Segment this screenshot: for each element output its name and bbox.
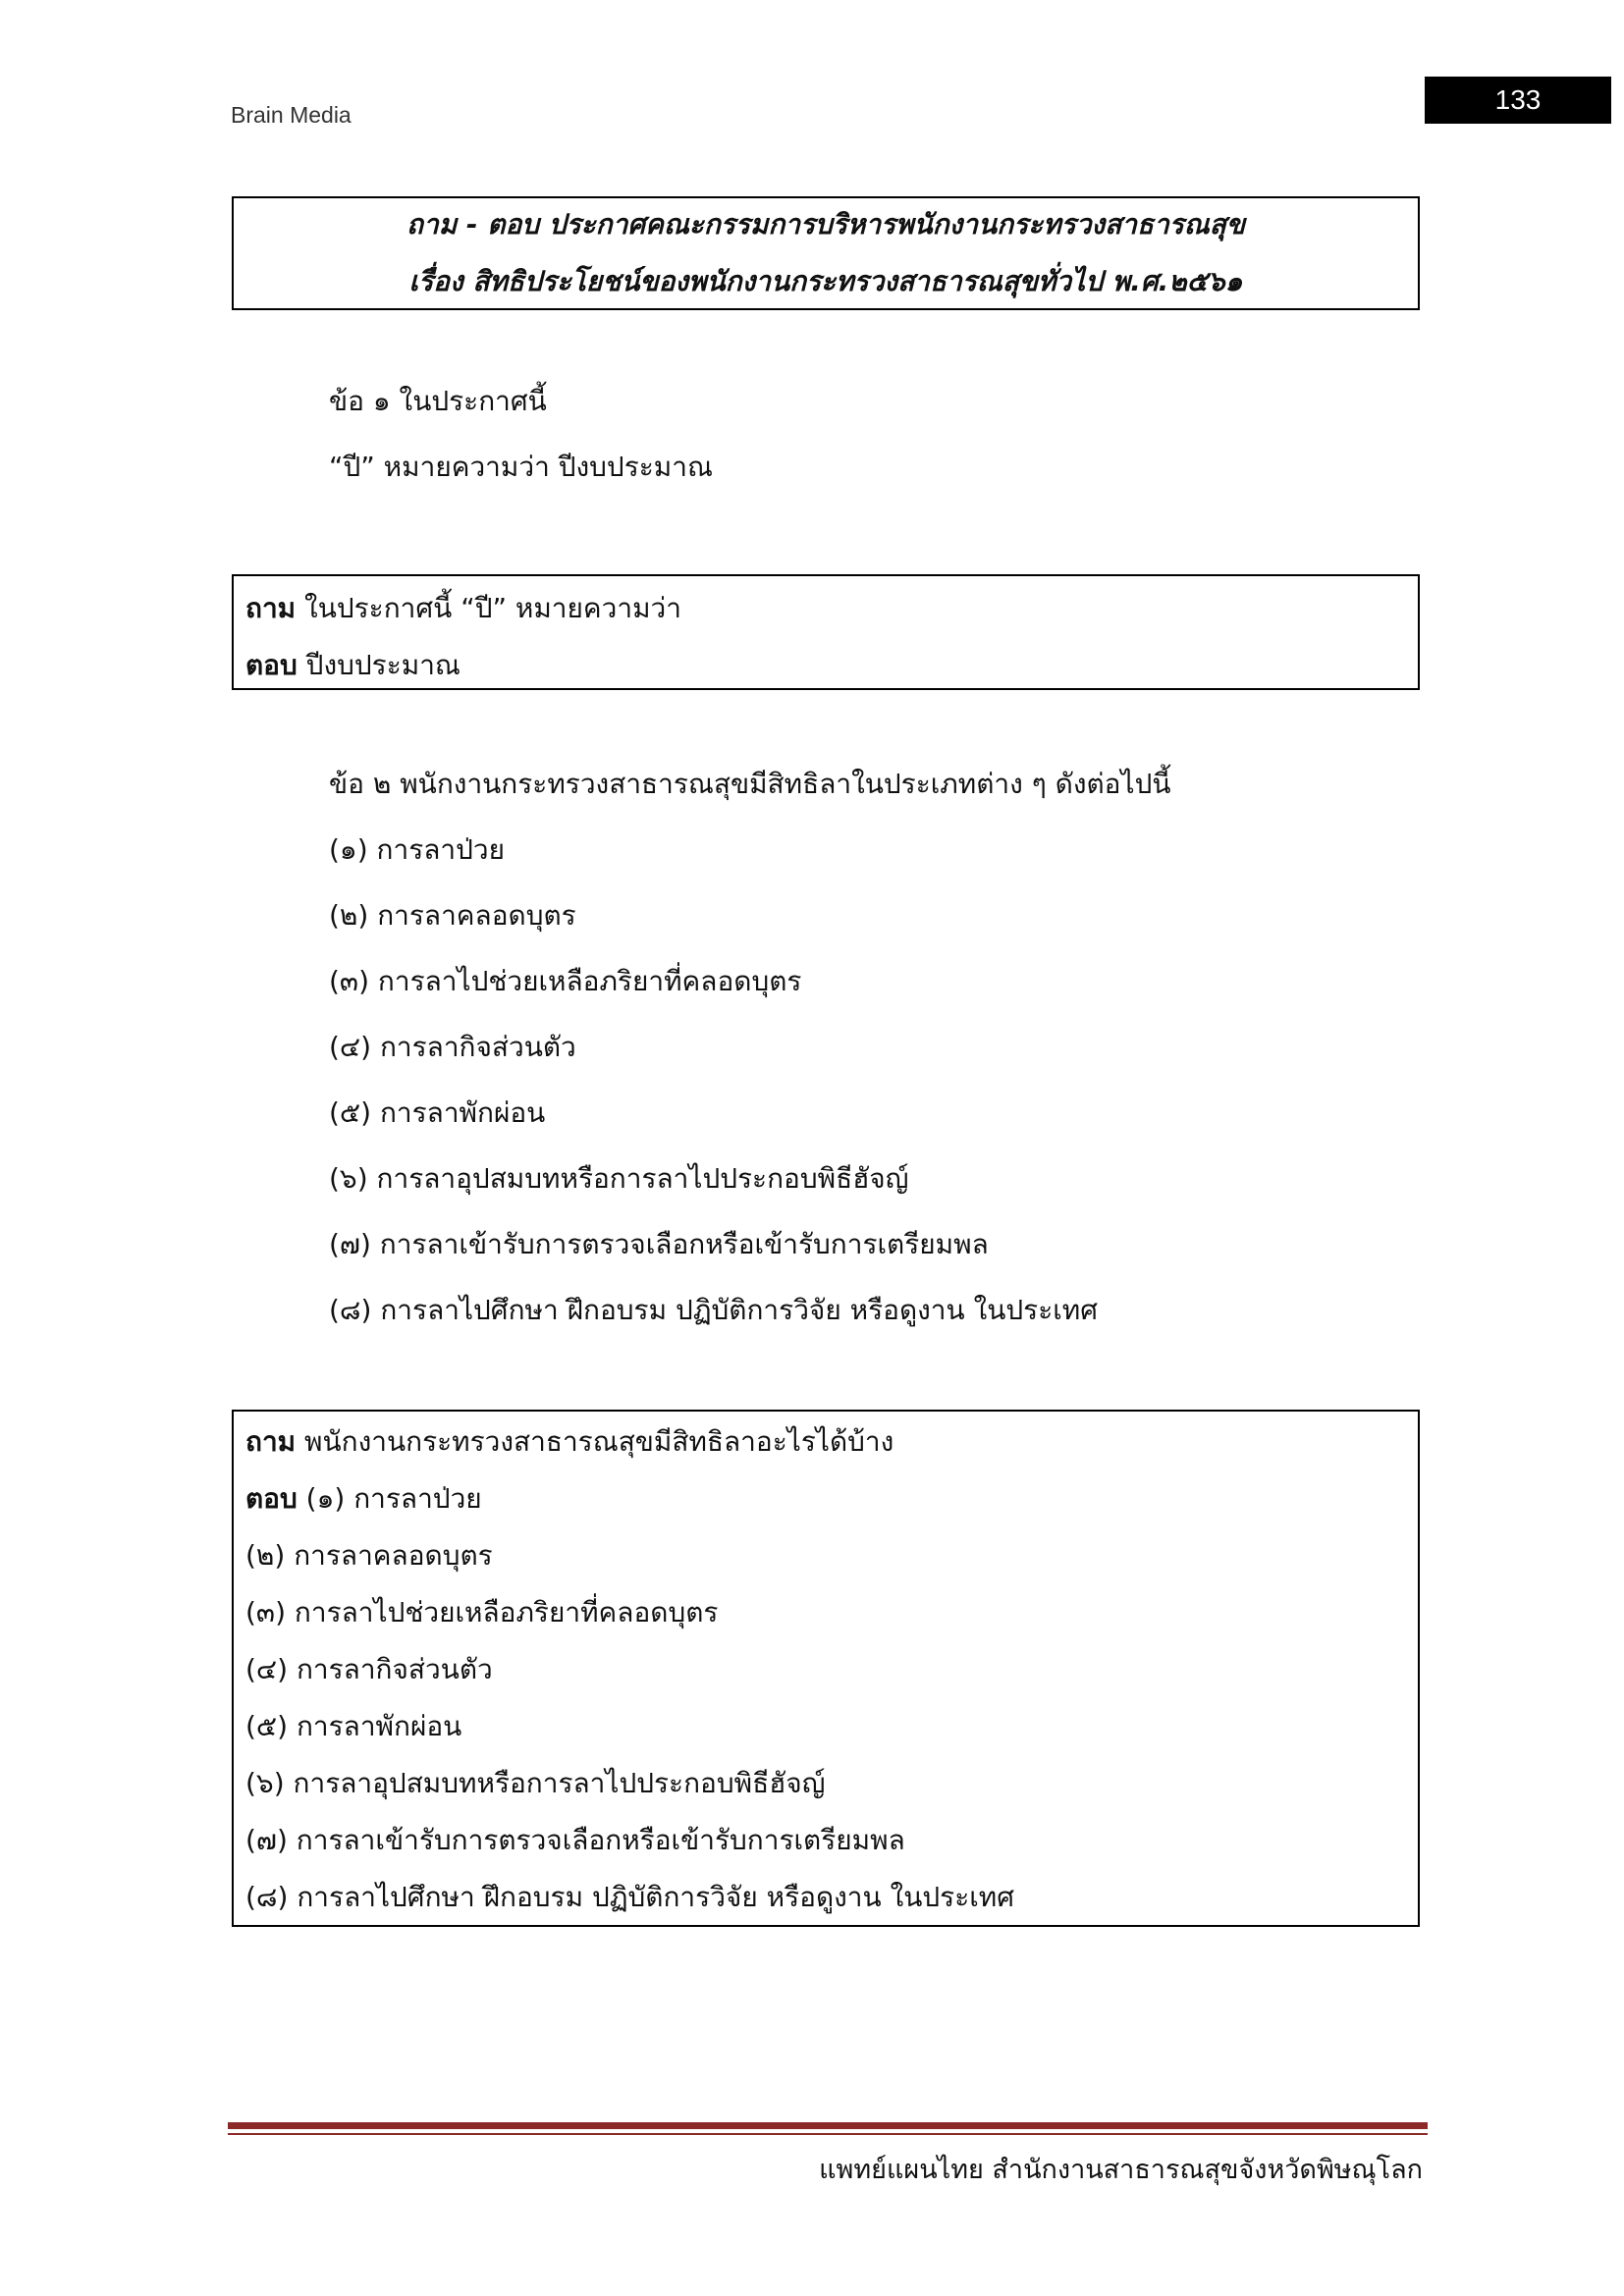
title-box — [232, 196, 1420, 310]
section-2-intro: ข้อ ๒ พนักงานกระทรวงสาธารณสุขมีสิทธิลาในประเภทต่าง ๆ ดังต่อไปนี้ — [329, 768, 1171, 800]
list-item: (๒) การลาคลอดบุตร — [329, 899, 576, 932]
list-item: (๗) การลาเข้ารับการตรวจเลือกหรือเข้ารับการเตรียมพล — [329, 1228, 989, 1260]
section-1-line: “ปี” หมายความว่า ปีงบประมาณ — [329, 451, 713, 483]
answer-item: (๗) การลาเข้ารับการตรวจเลือกหรือเข้ารับการเตรียมพล — [245, 1824, 905, 1856]
question-text: พนักงานกระทรวงสาธารณสุขมีสิทธิลาอะไรได้บ้าง — [296, 1425, 894, 1458]
section-1-line: ข้อ ๑ ในประกาศนี้ — [329, 385, 547, 417]
list-item: (๔) การลากิจส่วนตัว — [329, 1031, 576, 1063]
header-brand: Brain Media — [231, 102, 352, 128]
answer-item: (๓) การลาไปช่วยเหลือภริยาที่คลอดบุตร — [245, 1596, 719, 1629]
answer-line — [245, 637, 1406, 694]
question-line — [245, 580, 1406, 637]
section-1 — [329, 368, 713, 500]
question-label: ถาม — [245, 1425, 297, 1458]
answer-item: (๕) การลาพักผ่อน — [245, 1710, 462, 1742]
title-line-1: ถาม - ตอบ ประกาศคณะกรรมการบริหารพนักงานกระทรวงสาธารณสุข — [406, 208, 1245, 240]
qa-box-2 — [232, 1410, 1420, 1927]
title-line-2: เรื่อง สิทธิประโยชน์ของพนักงานกระทรวงสาธารณสุขทั่วไป พ.ศ.๒๕๖๑ — [408, 265, 1243, 297]
footer-rule — [228, 2122, 1428, 2129]
question-text: ในประกาศนี้ “ปี” หมายความว่า — [296, 592, 682, 624]
list-item: (๓) การลาไปช่วยเหลือภริยาที่คลอดบุตร — [329, 965, 802, 997]
answer-item: (๒) การลาคลอดบุตร — [245, 1539, 493, 1572]
section-2 — [329, 751, 1171, 1343]
answer-text: ปีงบประมาณ — [297, 649, 460, 681]
answer-label: ตอบ — [245, 1482, 298, 1515]
footer-text: แพทย์แผนไทย สำนักงานสาธารณสุขจังหวัดพิษณุโลก — [819, 2155, 1423, 2185]
answer-item: (๔) การลากิจส่วนตัว — [245, 1653, 493, 1685]
answer-item: (๖) การลาอุปสมบทหรือการลาไปประกอบพิธีฮัจญ์ — [245, 1767, 826, 1799]
answer-line — [245, 1470, 1406, 1527]
footer-rule-thin — [228, 2133, 1428, 2135]
answer-text: (๑) การลาป่วย — [297, 1482, 482, 1515]
list-item: (๕) การลาพักผ่อน — [329, 1096, 546, 1129]
page-number: 133 — [1425, 77, 1611, 124]
list-item: (๘) การลาไปศึกษา ฝึกอบรม ปฏิบัติการวิจัย หรือดูงาน ในประเทศ — [329, 1294, 1099, 1326]
list-item: (๖) การลาอุปสมบทหรือการลาไปประกอบพิธีฮัจญ์ — [329, 1162, 909, 1195]
question-label: ถาม — [245, 592, 297, 624]
answer-item: (๘) การลาไปศึกษา ฝึกอบรม ปฏิบัติการวิจัย หรือดูงาน ในประเทศ — [245, 1881, 1015, 1913]
qa-box-1 — [232, 574, 1420, 690]
answer-label: ตอบ — [245, 649, 298, 681]
list-item: (๑) การลาป่วย — [329, 833, 506, 866]
question-line — [245, 1414, 1406, 1470]
